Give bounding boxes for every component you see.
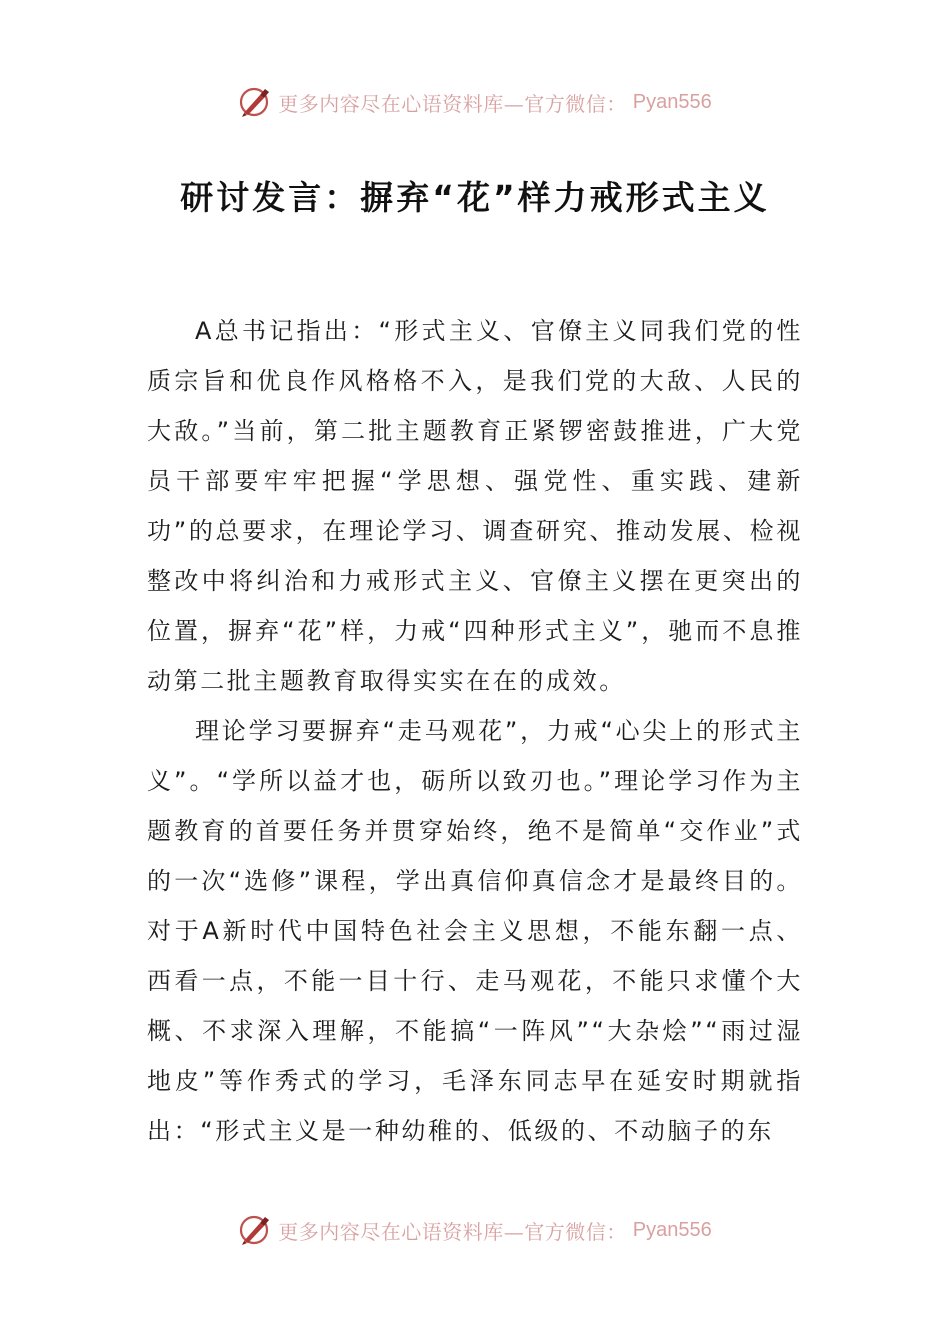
watermark-wechat-id: Pyan556 bbox=[632, 1218, 712, 1241]
paragraph-2: 理论学习要摒弃“走马观花”，力戒“心尖上的形式主义”。“学所以益才也，砺所以致刃也。”理论学习作为主题教育的首要任务并贯穿始终，绝不是简单“交作业”式的一次“选修”课程，学出真信仰真信念才是最终目的。对于A新时代中国特色社会主义思想，不能东翻一点、西看一点，不能一目十行、走马观花，不能只求懂个大概、不求深入理解，不能搞“一阵风”“大杂烩”“雨过湿地皮”等作秀式的学习，毛泽东同志早在延安时期就指出：“形式主义是一种幼稚的、低级的、不动脑子的东 bbox=[147, 717, 803, 1145]
watermark-text: 更多内容尽在心语资料库—官方微信： bbox=[278, 1219, 627, 1244]
watermark-footer bbox=[0, 1210, 950, 1250]
document-body bbox=[147, 306, 803, 1156]
pen-logo-icon bbox=[238, 85, 272, 119]
watermark-text: 更多内容尽在心语资料库—官方微信： bbox=[278, 91, 627, 116]
document-title: 研讨发言：摒弃“花”样力戒形式主义 bbox=[180, 178, 770, 217]
pen-logo-icon bbox=[238, 1213, 272, 1247]
paragraph-1: A总书记指出：“形式主义、官僚主义同我们党的性质宗旨和优良作风格格不入，是我们党的大敌、人民的大敌。”当前，第二批主题教育正紧锣密鼓推进，广大党员干部要牢牢把握“学思想、强党性、重实践、建新功”的总要求，在理论学习、调查研究、推动发展、检视整改中将纠治和力戒形式主义、官僚主义摆在更突出的位置，摒弃“花”样，力戒“四种形式主义”，驰而不息推动第二批主题教育取得实实在在的成效。 bbox=[147, 317, 803, 695]
watermark-header bbox=[0, 82, 950, 122]
watermark-wechat-id: Pyan556 bbox=[632, 90, 712, 113]
